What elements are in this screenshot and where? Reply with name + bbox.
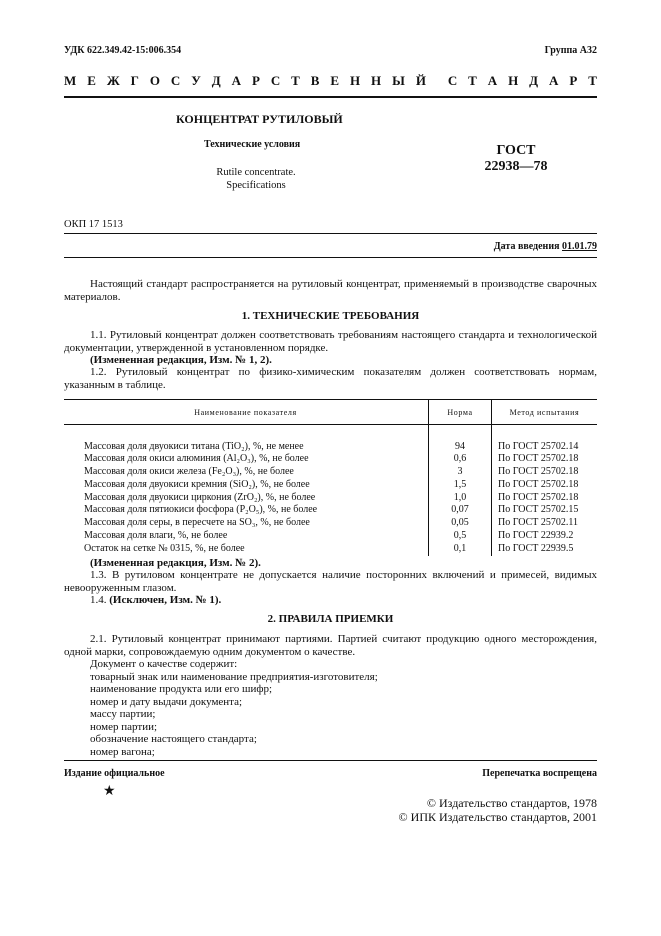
banner-letter: Й (415, 73, 426, 88)
clause-1-1-note: (Измененная редакция, Изм. № 1, 2). (90, 354, 272, 366)
table-row (64, 479, 597, 492)
table-row (64, 543, 597, 556)
banner-letter: Ж (106, 73, 120, 88)
method-cell: По ГОСТ 25702.18 (498, 478, 579, 490)
table-row (64, 466, 597, 479)
norm-cell: 1,0 (429, 492, 492, 505)
banner-letter: Н (508, 73, 519, 88)
list-item: массу партии; (90, 708, 156, 720)
gost-number: 22938—78 (484, 159, 548, 174)
parameter-cell: Массовая доля пятиокиси фосфора (P₂O₅), %, не более (84, 504, 318, 516)
method-cell: По ГОСТ 22939.5 (498, 542, 574, 554)
banner-letter: Д (529, 73, 539, 88)
method-cell: По ГОСТ 25702.18 (498, 466, 579, 478)
method-cell: По ГОСТ 25702.18 (498, 453, 579, 465)
banner-letter: Ы (392, 73, 405, 88)
table-row (64, 492, 597, 505)
banner-letter: Т (468, 73, 477, 88)
banner-letter: В (310, 73, 320, 88)
date-rule (64, 257, 597, 258)
parameter-cell: Массовая доля влаги, %, не более (84, 530, 228, 542)
banner-letter: Н (349, 73, 361, 88)
clause-1-4-number: 1.4. (90, 594, 107, 606)
group-code: Группа А32 (544, 45, 597, 56)
banner-letter: Р (569, 73, 578, 88)
table-row (64, 530, 597, 543)
banner-letter: А (487, 73, 498, 88)
table-row (64, 441, 597, 454)
star-icon: ★ (103, 784, 116, 799)
method-cell: По ГОСТ 25702.18 (498, 491, 579, 503)
method-cell: По ГОСТ 25702.11 (498, 517, 579, 529)
list-item: номер партии; (90, 720, 158, 733)
okp-code: ОКП 17 1513 (64, 219, 123, 230)
specifications-table (64, 399, 597, 556)
interstate-standard-banner (64, 73, 597, 89)
banner-letter: У (191, 73, 201, 88)
norm-cell: 1,5 (429, 479, 492, 492)
list-item: номер и дату выдачи документа; (90, 695, 243, 708)
norm-cell: 0,07 (429, 504, 492, 517)
table-amendment-note: (Измененная редакция, Изм. № 2). (90, 557, 261, 569)
list-item: Документ о качестве содержит: (90, 658, 238, 670)
parameter-cell: Остаток на сетке № 0315, %, не более (84, 542, 245, 554)
norm-cell: 0,5 (429, 530, 492, 543)
norm-cell: 0,1 (429, 543, 492, 556)
banner-letter: Т (588, 73, 597, 88)
banner-letter: Т (291, 73, 300, 88)
gost-label: ГОСТ (496, 143, 536, 158)
list-item: товарный знак или наименование предприятия-изготовителя; (90, 670, 378, 683)
norm-cell: 3 (429, 466, 492, 479)
clause-2-1: 2.1. Рутиловый концентрат принимают партиями. Партией считают продукцию одного месторождения, одной марки, сопровождаемую одним документом о качестве. (64, 633, 597, 658)
udk-code: УДК 622.349.42-15:006.354 (64, 45, 182, 56)
footer-rule (64, 760, 597, 761)
column-header-parameter: Наименование показателя (64, 400, 429, 425)
copyright-2001: © ИПК Издательство стандартов, 2001 (398, 810, 597, 824)
banner-letter: Р (251, 73, 260, 88)
date-label: Дата введения (493, 241, 560, 252)
parameter-cell: Массовая доля двуокиси циркония (ZrO₂), %, не более (84, 491, 316, 503)
norm-cell: 0,05 (429, 517, 492, 530)
banner-letter: С (170, 73, 181, 88)
banner-letter: Н (371, 73, 382, 88)
list-item: обозначение настоящего стандарта; (90, 733, 257, 745)
method-cell: По ГОСТ 25702.14 (498, 440, 579, 452)
english-title-block (176, 166, 336, 192)
banner-letter: С (447, 73, 458, 88)
method-cell: По ГОСТ 22939.2 (498, 530, 574, 542)
copyright-1978: © Издательство стандартов, 1978 (426, 796, 597, 810)
banner-rule (64, 96, 597, 98)
column-header-method: Метод испытания (492, 400, 598, 425)
parameter-cell: Массовая доля окиси алюминия (Al₂O₃), %, не более (84, 453, 309, 465)
clause-1-1: 1.1. Рутиловый концентрат должен соответствовать требованиям настоящего стандарта и технологической документации, утвержденной в установленном порядке. (64, 329, 597, 354)
parameter-cell: Массовая доля двуокиси титана (TiO₂), %, не менее (84, 440, 304, 452)
gost-designation (476, 143, 556, 175)
list-item: номер вагона; (90, 745, 155, 758)
table-row (64, 453, 597, 466)
quality-document-list (90, 658, 597, 758)
banner-letter: Д (211, 73, 221, 88)
banner-letter: О (149, 73, 160, 88)
parameter-cell: Массовая доля серы, в пересчете на SO₃, %, не более (84, 517, 310, 529)
banner-letter: Е (330, 73, 340, 88)
clause-1-3: 1.3. В рутиловом концентрате не допускается наличие посторонних включений и примесей, видимых невооруженным глазом. (64, 569, 597, 594)
header-rule (64, 233, 597, 234)
banner-letter: Г (130, 73, 139, 88)
clause-1-4-text: (Исключен, Изм. № 1). (109, 594, 222, 606)
reprint-prohibited-label: Перепечатка воспрещена (482, 768, 597, 779)
banner-letter: М (64, 73, 77, 88)
clause-1-2: 1.2. Рутиловый концентрат по физико-химическим показателям должен соответствовать нормам, указанным в таблице. (64, 366, 597, 391)
table-row (64, 504, 597, 517)
banner-letter: А (549, 73, 559, 88)
norm-cell: 94 (429, 441, 492, 454)
section-2-heading: 2. ПРАВИЛА ПРИЕМКИ (267, 613, 394, 625)
intro-paragraph: Настоящий стандарт распространяется на рутиловый концентрат, применяемый в производстве сварочных материалов. (64, 278, 597, 303)
parameter-cell: Массовая доля двуокиси кремния (SiO₂), %, не более (84, 478, 310, 490)
document-subtitle: Технические условия (204, 139, 301, 150)
banner-letter: А (231, 73, 241, 88)
table-header-row (64, 400, 597, 425)
banner-letter: Е (87, 73, 96, 88)
section-1-heading: 1. ТЕХНИЧЕСКИЕ ТРЕБОВАНИЯ (241, 310, 420, 322)
column-header-norm: Норма (429, 400, 492, 425)
document-title: КОНЦЕНТРАТ РУТИЛОВЫЙ (176, 112, 343, 126)
introduction-date (494, 241, 597, 252)
table-row (64, 517, 597, 530)
english-title: Rutile concentrate. (216, 167, 296, 178)
method-cell: По ГОСТ 25702.15 (498, 504, 579, 516)
date-value: 01.01.79 (562, 241, 597, 252)
official-edition-label: Издание официальное (64, 768, 165, 779)
parameter-cell: Массовая доля окиси железа (Fe₂O₃), %, не более (84, 466, 294, 478)
norm-cell: 0,6 (429, 453, 492, 466)
english-subtitle: Specifications (226, 180, 286, 191)
clause-1-4 (90, 594, 597, 607)
list-item: наименование продукта или его шифр; (90, 683, 273, 695)
banner-letter: С (270, 73, 281, 88)
